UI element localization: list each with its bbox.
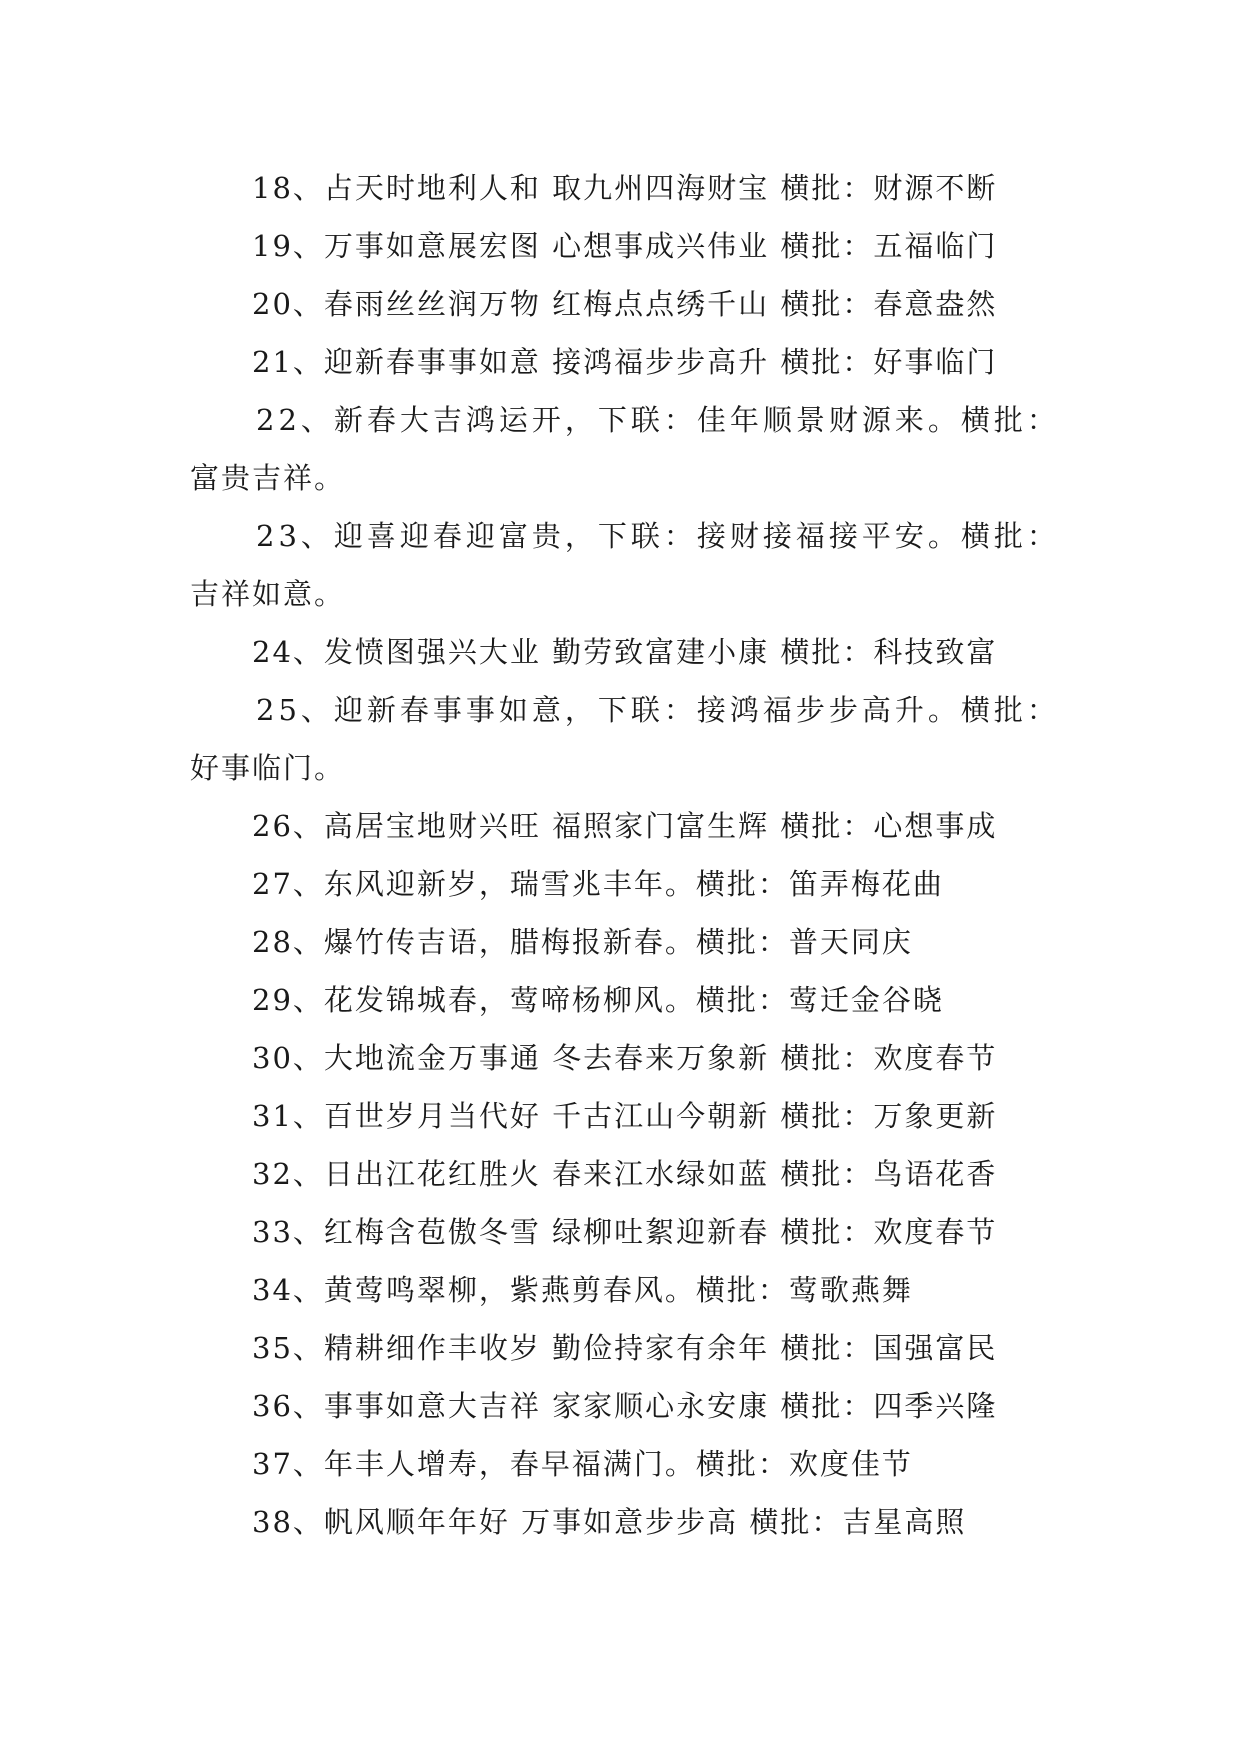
couplet-line-33: 33、红梅含苞傲冬雪 绿柳吐絮迎新春 横批：欢度春节 xyxy=(252,1215,998,1249)
couplet-line-38: 38、帆风顺年年好 万事如意步步高 横批：吉星高照 xyxy=(252,1505,967,1539)
couplet-line-19: 19、万事如意展宏图 心想事成兴伟业 横批：五福临门 xyxy=(252,229,998,263)
couplet-line-23: 23、迎喜迎春迎富贵，下联：接财接福接平安。横批： xyxy=(256,519,1060,553)
couplet-line-24: 24、发愤图强兴大业 勤劳致富建小康 横批：科技致富 xyxy=(252,635,998,669)
couplet-line-23-continuation: 吉祥如意。 xyxy=(190,577,346,611)
couplet-line-35: 35、精耕细作丰收岁 勤俭持家有余年 横批：国强富民 xyxy=(252,1331,998,1365)
couplet-line-36: 36、事事如意大吉祥 家家顺心永安康 横批：四季兴隆 xyxy=(252,1389,998,1423)
couplet-line-22-continuation: 富贵吉祥。 xyxy=(190,461,346,495)
couplet-line-29: 29、花发锦城春，莺啼杨柳风。横批：莺迁金谷晓 xyxy=(252,983,944,1017)
couplet-line-32: 32、日出江花红胜火 春来江水绿如蓝 横批：鸟语花香 xyxy=(252,1157,998,1191)
couplet-line-25-continuation: 好事临门。 xyxy=(190,751,346,785)
couplet-line-27: 27、东风迎新岁，瑞雪兆丰年。横批：笛弄梅花曲 xyxy=(252,867,944,901)
couplet-line-20: 20、春雨丝丝润万物 红梅点点绣千山 横批：春意盎然 xyxy=(252,287,998,321)
couplet-line-18: 18、占天时地利人和 取九州四海财宝 横批：财源不断 xyxy=(252,171,998,205)
couplet-line-34: 34、黄莺鸣翠柳，紫燕剪春风。横批：莺歌燕舞 xyxy=(252,1273,913,1307)
couplet-line-22: 22、新春大吉鸿运开，下联：佳年顺景财源来。横批： xyxy=(256,403,1060,437)
couplet-line-26: 26、高居宝地财兴旺 福照家门富生辉 横批：心想事成 xyxy=(252,809,998,843)
couplet-line-25: 25、迎新春事事如意，下联：接鸿福步步高升。横批： xyxy=(256,693,1060,727)
couplet-line-30: 30、大地流金万事通 冬去春来万象新 横批：欢度春节 xyxy=(252,1041,998,1075)
couplet-line-37: 37、年丰人增寿，春早福满门。横批：欢度佳节 xyxy=(252,1447,913,1481)
couplet-line-31: 31、百世岁月当代好 千古江山今朝新 横批：万象更新 xyxy=(252,1099,998,1133)
couplet-line-21: 21、迎新春事事如意 接鸿福步步高升 横批：好事临门 xyxy=(252,345,998,379)
couplet-list xyxy=(190,159,1080,1551)
couplet-line-28: 28、爆竹传吉语，腊梅报新春。横批：普天同庆 xyxy=(252,925,913,959)
